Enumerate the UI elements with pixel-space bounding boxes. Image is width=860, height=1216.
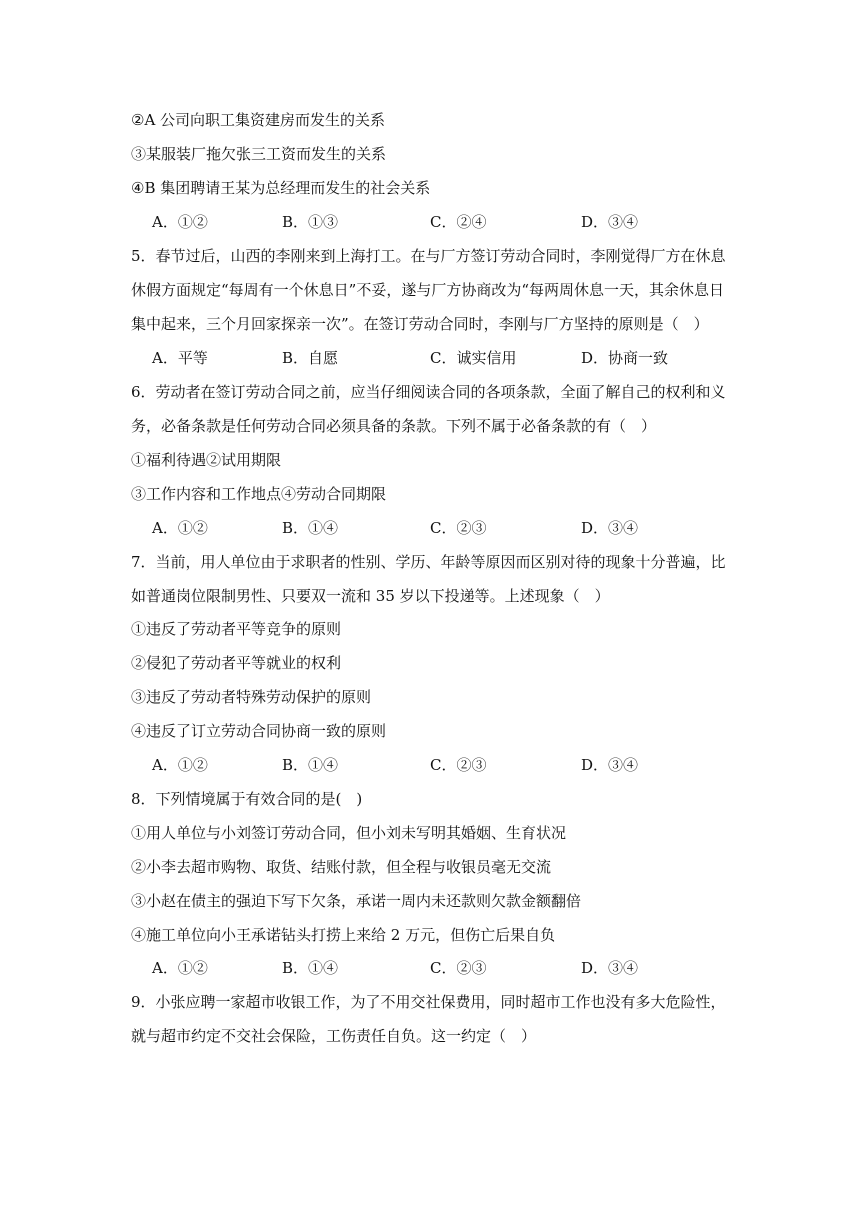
q5-option-c: C．诚实信用 [430,349,517,367]
q6-option-d: D．③④ [581,519,639,537]
q7-option-d: D．③④ [581,756,639,774]
q6-option-c: C．②③ [430,519,487,537]
q8-item-1: ①用人单位与小刘签订劳动合同，但小刘未写明其婚姻、生育状况 [131,824,567,842]
q9-stem-line-1: 9．小张应聘一家超市收银工作，为了不用交社保费用，同时超市工作也没有多大危险性， [131,993,726,1011]
q9-stem-line-2: 就与超市约定不交社会保险，工伤责任自负。这一约定（ ） [131,1027,537,1045]
q5-option-b: B．自愿 [282,349,339,367]
q4-item-3: ③某服装厂拖欠张三工资而发生的关系 [131,145,387,163]
q6-option-b: B．①④ [282,519,339,537]
q5-options [152,351,752,369]
q6-option-a: A．①② [152,519,208,537]
q6-stem-line-2: 务，必备条款是任何劳动合同必须具备的条款。下列不属于必备条款的有（ ） [131,417,657,435]
q8-option-d: D．③④ [581,959,639,977]
q4-option-a: A．①② [152,213,208,231]
q7-option-b: B．①④ [282,756,339,774]
q6-item-1: ①福利待遇②试用期限 [131,451,282,469]
q8-options [152,961,752,979]
q8-item-3: ③小赵在债主的强迫下写下欠条，承诺一周内未还款则欠款金额翻倍 [131,892,582,910]
q4-option-d: D．③④ [581,213,639,231]
q8-option-a: A．①② [152,959,208,977]
q8-item-4: ④施工单位向小王承诺钻头打捞上来给 2 万元，但伤亡后果自负 [131,926,556,944]
q4-item-2: ②A 公司向职工集资建房而发生的关系 [131,111,386,129]
q7-item-4: ④违反了订立劳动合同协商一致的原则 [131,722,387,740]
q5-option-a: A．平等 [152,349,208,367]
q7-option-a: A．①② [152,756,208,774]
q6-stem-line-1: 6．劳动者在签订劳动合同之前，应当仔细阅读合同的各项条款，全面了解自己的权利和义 [131,383,726,401]
q7-item-2: ②侵犯了劳动者平等就业的权利 [131,654,342,672]
q4-options [152,215,752,233]
q6-options [152,521,752,539]
q4-item-4: ④B 集团聘请王某为总经理而发生的社会关系 [131,179,431,197]
q8-option-b: B．①④ [282,959,339,977]
q7-item-3: ③违反了劳动者特殊劳动保护的原则 [131,688,372,706]
q4-option-b: B．①③ [282,213,339,231]
q4-option-c: C．②④ [430,213,487,231]
q7-option-c: C．②③ [430,756,487,774]
q8-option-c: C．②③ [430,959,487,977]
q7-stem-line-1: 7．当前，用人单位由于求职者的性别、学历、年龄等原因而区别对待的现象十分普遍，比 [131,553,726,571]
q5-option-d: D．协商一致 [581,349,669,367]
q8-item-2: ②小李去超市购物、取货、结账付款，但全程与收银员毫无交流 [131,858,552,876]
q7-item-1: ①违反了劳动者平等竞争的原则 [131,620,342,638]
q5-stem-line-1: 5．春节过后，山西的李刚来到上海打工。在与厂方签订劳动合同时，李刚觉得厂方在休息 [131,247,726,265]
q5-stem-line-3: 集中起来，三个月回家探亲一次”。在签订劳动合同时，李刚与厂方坚持的原则是（ ） [131,315,709,333]
q5-stem-line-2: 休假方面规定“每周有一个休息日”不妥，遂与厂方协商改为“每两周休息一天，其余休息日 [131,281,725,299]
q7-options [152,758,752,776]
q7-stem-line-2: 如普通岗位限制男性、只要双一流和 35 岁以下投递等。上述现象（ ） [131,587,610,605]
q6-item-2: ③工作内容和工作地点④劳动合同期限 [131,485,387,503]
q8-stem: 8．下列情境属于有效合同的是( ) [131,790,363,808]
